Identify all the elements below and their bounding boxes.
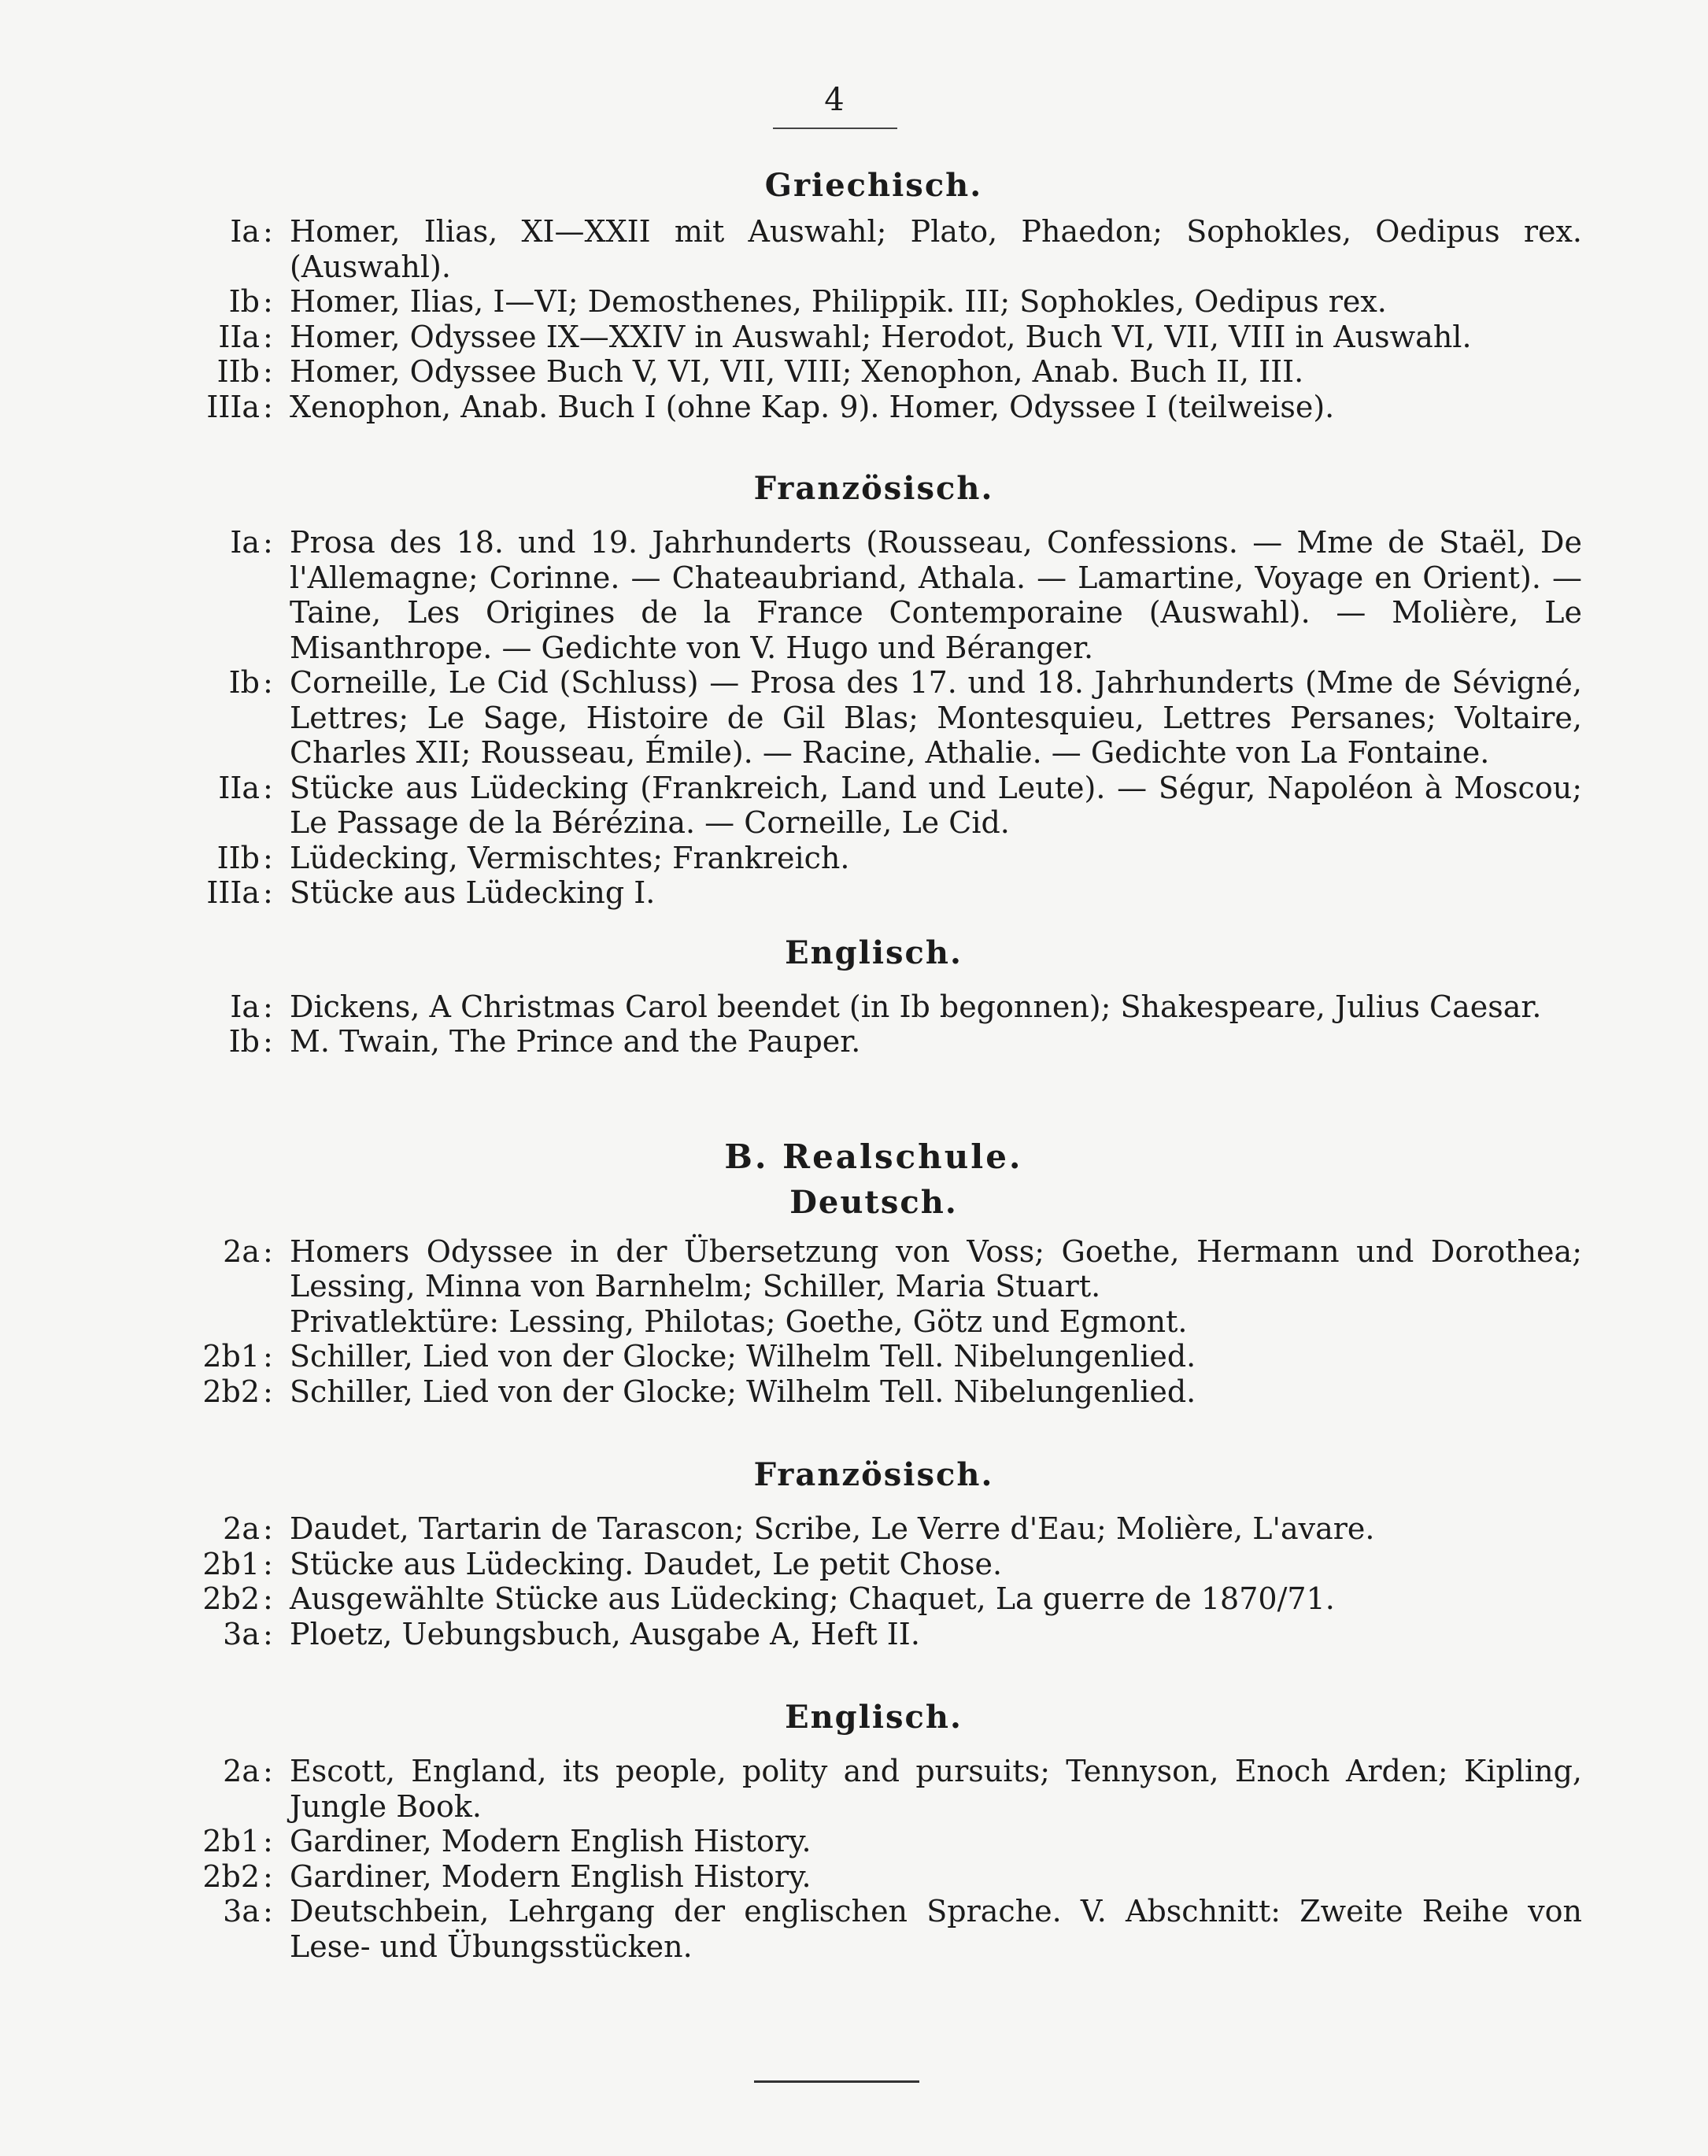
entry-label: 2b2	[202, 1581, 260, 1616]
entry-row	[165, 1894, 1582, 1964]
entry-text: Homer, Ilias, XI—XXII mit Auswahl; Plato, Phaedon; Sophokles, Oedipus rex. (Auswahl).	[290, 214, 1582, 284]
section-franzoesisch-realschule	[165, 1511, 1582, 1651]
entry-label: Ia	[230, 989, 260, 1024]
entry-text: Schiller, Lied von der Glocke; Wilhelm Tell. Nibelungenlied.	[290, 1374, 1196, 1409]
entry-text: Ploetz, Uebungsbuch, Ausgabe A, Heft II.	[290, 1616, 920, 1651]
entry-row	[165, 1511, 1582, 1547]
entry-colon: :	[263, 1374, 273, 1409]
entry-text: Dickens, A Christmas Carol beendet (in Ib begonnen); Shakespeare, Julius Caesar.	[290, 989, 1542, 1024]
entry-row	[165, 390, 1582, 425]
entry-label: Ib	[228, 1024, 260, 1059]
entry-label: 2b2	[202, 1858, 260, 1894]
entry-colon: :	[263, 1339, 273, 1374]
entry-colon: :	[263, 319, 273, 354]
entry-text: Gardiner, Modern English History.	[290, 1858, 811, 1894]
section-heading-franzoesisch: Französisch.	[753, 470, 994, 507]
entry-text: Homer, Odyssee IX—XXIV in Auswahl; Herodot, Buch VI, VII, VIII in Auswahl.	[290, 319, 1472, 354]
entry-text: Homer, Odyssee Buch V, VI, VII, VIII; Xenophon, Anab. Buch II, III.	[290, 354, 1304, 389]
section-heading-englisch: Englisch.	[785, 934, 963, 971]
entry-text: Schiller, Lied von der Glocke; Wilhelm Tell. Nibelungenlied.	[290, 1339, 1196, 1374]
entry-row	[165, 989, 1582, 1025]
entry-colon: :	[263, 840, 273, 875]
entry-row	[165, 875, 1582, 911]
entry-colon: :	[263, 1616, 273, 1651]
entry-colon: :	[263, 989, 273, 1024]
entry-text: M. Twain, The Prince and the Pauper.	[290, 1024, 861, 1059]
entry-colon: :	[263, 354, 273, 389]
entry-row	[165, 771, 1582, 841]
entry-colon: :	[263, 665, 273, 700]
entry-row	[165, 284, 1582, 320]
section-deutsch	[165, 1234, 1582, 1410]
entry-label: IIb	[216, 354, 260, 389]
entry-label: 2a	[223, 1754, 260, 1788]
entry-row	[165, 1547, 1582, 1582]
entry-colon: :	[263, 525, 273, 560]
entry-text: Daudet, Tartarin de Tarascon; Scribe, Le Verre d'Eau; Molière, L'avare.	[290, 1511, 1375, 1546]
entry-row	[165, 1374, 1582, 1410]
part-heading-realschule: B. Realschule.	[724, 1137, 1023, 1176]
entry-row	[165, 1339, 1582, 1374]
entry-row	[165, 841, 1582, 876]
entry-label: 2a	[223, 1511, 260, 1546]
entry-colon: :	[263, 1754, 273, 1788]
entry-row	[165, 214, 1582, 284]
entry-colon: :	[263, 770, 273, 805]
entry-text: Stücke aus Lüdecking. Daudet, Le petit Chose.	[290, 1546, 1003, 1581]
entry-label: 2b1	[202, 1824, 260, 1858]
entry-row	[165, 354, 1582, 390]
entry-row	[165, 1581, 1582, 1617]
entry-colon: :	[263, 1894, 273, 1929]
entry-text: Escott, England, its people, polity and pursuits; Tennyson, Enoch Arden; Kipling, Jungle Book.	[290, 1754, 1582, 1824]
entry-text	[282, 1234, 1582, 1340]
entry-label: 3a	[223, 1616, 260, 1651]
entry-text: Stücke aus Lüdecking (Frankreich, Land und Leute). — Ségur, Napoléon à Moscou; Le Passage de la Bérézina. — Corneille, Le Cid.	[290, 770, 1582, 840]
entry-text: Stücke aus Lüdecking I.	[290, 875, 656, 910]
entry-text: Deutschbein, Lehrgang der englischen Sprache. V. Abschnitt: Zweite Reihe von Lese- und Übungsstücken.	[290, 1894, 1582, 1964]
section-heading-englisch-realschule: Englisch.	[785, 1699, 963, 1736]
entry-label: IIa	[218, 770, 260, 805]
entry-label: Ia	[230, 525, 260, 560]
section-griechisch	[165, 214, 1582, 424]
section-englisch	[165, 989, 1582, 1060]
page-content	[165, 157, 1582, 1964]
entry-row	[165, 1754, 1582, 1824]
entry-text-main: Homers Odyssee in der Übersetzung von Voss; Goethe, Hermann und Dorothea; Lessing, Minna von Barnhelm; Schiller, Maria Stuart.	[290, 1233, 1582, 1304]
entry-row	[165, 1859, 1582, 1895]
section-franzoesisch	[165, 525, 1582, 911]
entry-label: Ib	[228, 284, 260, 319]
bottom-divider	[754, 2080, 919, 2083]
entry-label: 2b1	[202, 1339, 260, 1374]
entry-colon: :	[263, 389, 273, 424]
entry-label: 3a	[223, 1894, 260, 1929]
entry-text: Homer, Ilias, I—VI; Demosthenes, Philippik. III; Sophokles, Oedipus rex.	[290, 284, 1387, 319]
entry-row	[165, 1234, 1582, 1340]
entry-label: IIb	[216, 840, 260, 875]
entry-colon: :	[263, 875, 273, 910]
entry-colon: :	[263, 1233, 273, 1269]
entry-row	[165, 525, 1582, 665]
entry-label: 2b1	[202, 1546, 260, 1581]
entry-colon: :	[263, 284, 273, 319]
entry-text: Ausgewählte Stücke aus Lüdecking; Chaquet, La guerre de 1870/71.	[290, 1581, 1335, 1616]
entry-colon: :	[263, 1824, 273, 1858]
section-heading-deutsch: Deutsch.	[789, 1183, 958, 1221]
top-divider	[773, 128, 897, 129]
section-englisch-realschule	[165, 1754, 1582, 1964]
entry-label: IIIa	[206, 875, 260, 910]
entry-row	[165, 1824, 1582, 1859]
entry-colon: :	[263, 1024, 273, 1059]
entry-text-extra: Privatlektüre: Lessing, Philotas; Goethe, Götz und Egmont.	[290, 1304, 1188, 1339]
entry-row	[165, 1024, 1582, 1060]
entry-colon: :	[263, 214, 273, 249]
entry-label: 2b2	[202, 1374, 260, 1409]
entry-row	[165, 320, 1582, 355]
page-number: 4	[824, 82, 845, 118]
entry-text: Prosa des 18. und 19. Jahrhunderts (Rousseau, Confessions. — Mme de Staël, De l'Allemagne; Corinne. — Chateaubriand, Athala. — Lamartine, Voyage en Orient). — Taine, Les Origines de la France Contemporaine (Auswahl). — Molière, Le Misanthrope. — Gedichte von V. Hugo und Béranger.	[290, 525, 1582, 665]
entry-colon: :	[263, 1858, 273, 1894]
entry-label: Ia	[230, 214, 260, 249]
entry-label: IIa	[218, 319, 260, 354]
entry-row	[165, 1617, 1582, 1652]
entry-text: Xenophon, Anab. Buch I (ohne Kap. 9). Homer, Odyssee I (teilweise).	[290, 389, 1335, 424]
entry-text: Gardiner, Modern English History.	[290, 1824, 811, 1858]
section-heading-griechisch: Griechisch.	[764, 167, 983, 204]
entry-text: Corneille, Le Cid (Schluss) — Prosa des 17. und 18. Jahrhunderts (Mme de Sévigné, Lettres; Le Sage, Histoire de Gil Blas; Montesquieu, Lettres Persanes; Voltaire, Charles XII; Rousseau, Émile). — Racine, Athalie. — Gedichte von La Fontaine.	[290, 665, 1582, 770]
entry-colon: :	[263, 1546, 273, 1581]
entry-label: Ib	[228, 665, 260, 700]
entry-row	[165, 665, 1582, 771]
entry-label: 2a	[223, 1233, 260, 1269]
section-heading-franzoesisch-realschule: Französisch.	[753, 1456, 994, 1493]
entry-colon: :	[263, 1511, 273, 1546]
entry-text: Lüdecking, Vermischtes; Frankreich.	[290, 840, 850, 875]
entry-colon: :	[263, 1581, 273, 1616]
entry-label: IIIa	[206, 389, 260, 424]
